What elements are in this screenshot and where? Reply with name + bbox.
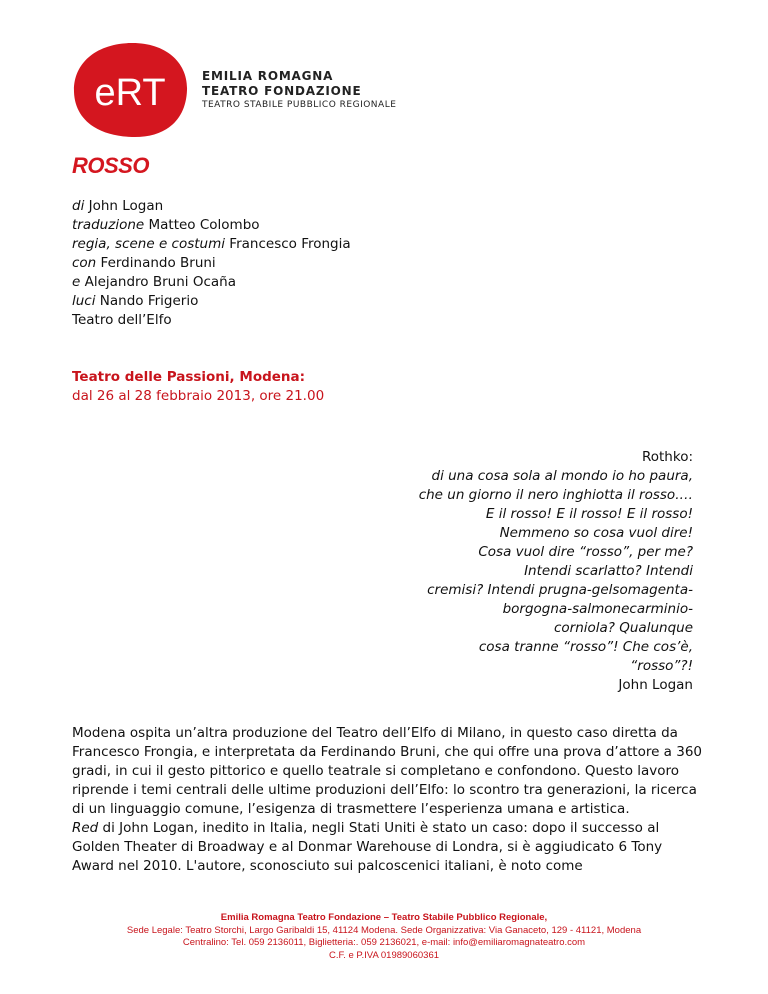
- quote-speaker: Rothko:: [641, 449, 693, 465]
- play-title-italic: Red: [72, 820, 99, 836]
- footer-line-1: Emilia Romagna Teatro Fondazione – Teatro Stabile Pubblico Regionale,: [220, 912, 548, 923]
- credit-name: Ferdinando Bruni: [96, 255, 216, 271]
- credit-role: con: [72, 255, 97, 271]
- venue-block: [72, 368, 324, 406]
- quote-line: Nemmeno so cosa vuol dire!: [499, 525, 693, 541]
- paragraph-text: di John Logan, inedito in Italia, negli Stati Uniti è stato un caso: dopo il successo al Golden Theater di Broadway e al Donmar Warehouse di Londra, si è aggiudicato 6 Tony Award nel 2010. L'autore, sconosciuto sui palcoscenici italiani, è noto come: [72, 820, 663, 874]
- footer-line-2: Sede Legale: Teatro Storchi, Largo Garibaldi 15, 41124 Modena. Sede Organizzativa: Via Ganaceto, 129 - 41121, Modena: [126, 924, 642, 936]
- quote-block: [363, 448, 693, 695]
- footer-line-3: Centralino: Tel. 059 2136011, Biglietteria:. 059 2136021, e-mail: info@emiliaromagnateatro.com: [182, 937, 586, 948]
- quote-line: E il rosso! E il rosso! E il rosso!: [485, 506, 693, 522]
- quote-line: borgogna-salmonecarminio-: [502, 601, 693, 617]
- ert-logo: [70, 40, 190, 140]
- credit-row: [72, 254, 351, 273]
- quote-line: che un giorno il nero inghiotta il rosso.…: [418, 487, 693, 503]
- org-line-3: TEATRO STABILE PUBBLICO REGIONALE: [202, 100, 397, 110]
- quote-line: cremisi? Intendi prugna-gelsomagenta-: [427, 582, 693, 598]
- org-line-2: TEATRO FONDAZIONE: [202, 84, 362, 98]
- quote-line: Cosa vuol dire “rosso”, per me?: [478, 544, 693, 560]
- credit-name: Francesco Frongia: [225, 236, 351, 252]
- credit-row: [72, 273, 351, 292]
- quote-author: John Logan: [618, 677, 693, 693]
- show-title: ROSSO: [72, 153, 149, 178]
- credit-role: e: [72, 274, 81, 290]
- quote-line: Intendi scarlatto? Intendi: [524, 563, 693, 579]
- venue-name: Teatro delle Passioni, Modena:: [72, 369, 306, 385]
- credits-list: [72, 197, 351, 330]
- credit-row: [72, 311, 351, 330]
- article-body: [72, 724, 704, 876]
- credit-row: [72, 292, 351, 311]
- quote-line: corniola? Qualunque: [553, 620, 693, 636]
- credit-name: Nando Frigerio: [95, 293, 199, 309]
- credit-role: di: [72, 198, 85, 214]
- logo-text: eRT: [94, 72, 166, 114]
- org-line-1: EMILIA ROMAGNA: [202, 69, 334, 83]
- credit-role: traduzione: [72, 217, 145, 233]
- quote-line: di una cosa sola al mondo io ho paura,: [431, 468, 693, 484]
- quote-line: “rosso”?!: [630, 658, 693, 674]
- credit-role: regia, scene e costumi: [72, 236, 226, 252]
- credit-role: luci: [72, 293, 96, 309]
- footer: [0, 912, 768, 962]
- paragraph: Modena ospita un’altra produzione del Teatro dell’Elfo di Milano, in questo caso diretta da Francesco Frongia, e interpretata da Ferdinando Bruni, che qui offre una prova d’attore a 360 gradi, in cui il gesto pittorico e quello teatrale si completano e confondono. Questo lavoro riprende i temi centrali delle ultime produzioni dell’Elfo: lo scontro tra generazioni, la ricerca di un linguaggio comune, l’esigenza di trasmettere l’esperienza umana e artistica.: [72, 725, 703, 817]
- credit-row: [72, 235, 351, 254]
- organization-name: [202, 69, 396, 112]
- paragraph: [72, 819, 704, 876]
- credit-row: [72, 197, 351, 216]
- quote-line: cosa tranne “rosso”! Che cos’è,: [478, 639, 693, 655]
- credit-name: Matteo Colombo: [144, 217, 260, 233]
- footer-line-4: C.F. e P.IVA 01989060361: [328, 949, 440, 961]
- credit-name: Teatro dell’Elfo: [72, 312, 172, 328]
- credit-row: [72, 216, 351, 235]
- credit-name: Alejandro Bruni Ocaña: [80, 274, 236, 290]
- venue-dates: dal 26 al 28 febbraio 2013, ore 21.00: [72, 388, 325, 404]
- credit-name: John Logan: [84, 198, 164, 214]
